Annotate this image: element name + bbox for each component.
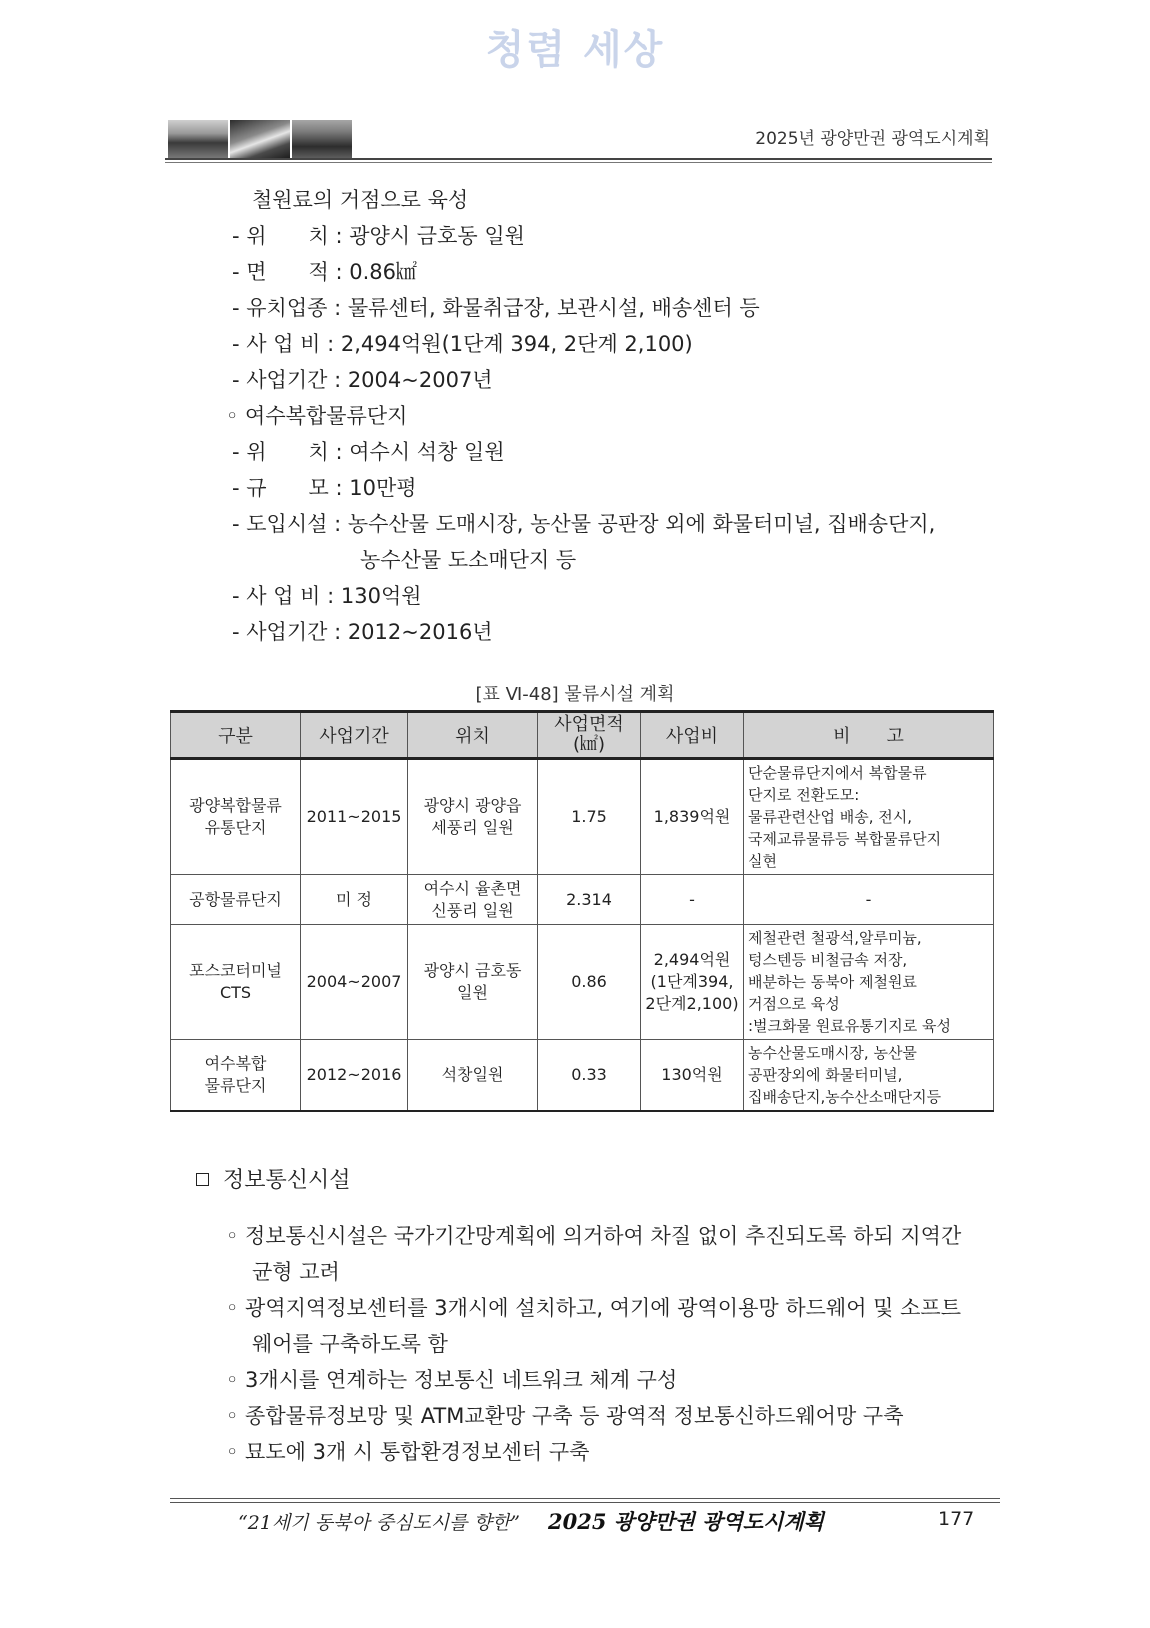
header-images	[168, 120, 352, 158]
table-cell: 1.75	[538, 759, 641, 875]
table-cell: 2011~2015	[301, 759, 408, 875]
header-photo-2	[230, 120, 290, 158]
watermark	[0, 18, 1150, 75]
table-row	[171, 875, 994, 925]
text-line: - 사 업 비 : 130억원	[232, 584, 422, 608]
table-cell: 광양시 금호동 일원	[408, 925, 538, 1040]
bullet-line: 균형 고려	[252, 1260, 340, 1284]
watermark-text: 청렴 세상	[485, 26, 665, 73]
table-row	[171, 759, 994, 875]
column-header: 위치	[408, 712, 538, 759]
text-line: - 면 적 : 0.86㎢	[232, 260, 418, 284]
table-cell: 석창일원	[408, 1040, 538, 1112]
table-cell: 미 정	[301, 875, 408, 925]
table-row	[171, 925, 994, 1040]
table-row	[171, 1040, 994, 1112]
column-header: 구분	[171, 712, 301, 759]
column-header: 사업면적 (㎢)	[538, 712, 641, 759]
text-line: - 도입시설 : 농수산물 도매시장, 농산물 공판장 외에 화물터미널, 집배송단지,	[232, 512, 936, 536]
bullet-line: ◦ 3개시를 연계하는 정보통신 네트워크 체계 구성	[226, 1368, 678, 1392]
table-cell: 농수산물도매시장, 농산물 공판장외에 화물터미널, 집배송단지,농수산소매단지등	[744, 1040, 994, 1112]
table-cell: 2.314	[538, 875, 641, 925]
header-photo-1	[168, 120, 228, 158]
table-cell: 공항물류단지	[171, 875, 301, 925]
column-header: 비 고	[744, 712, 994, 759]
text-line: - 위 치 : 여수시 석창 일원	[232, 440, 505, 464]
table-cell: 0.33	[538, 1040, 641, 1112]
section-title: 정보통신시설	[223, 1168, 351, 1193]
text-line: - 사 업 비 : 2,494억원(1단계 394, 2단계 2,100)	[232, 332, 693, 356]
table-header-row	[171, 712, 994, 759]
table-cell: 130억원	[641, 1040, 744, 1112]
table-cell: -	[744, 875, 994, 925]
table-cell: 2004~2007	[301, 925, 408, 1040]
text-line: - 규 모 : 10만평	[232, 476, 417, 500]
bullet-line: ◦ 묘도에 3개 시 통합환경정보센터 구축	[226, 1440, 590, 1464]
section-heading	[196, 1163, 351, 1194]
table-caption: [표 Ⅵ-48] 물류시설 계획	[475, 684, 675, 705]
text-line: ◦ 여수복합물류단지	[226, 404, 408, 428]
table-cell: 여수시 율촌면 신풍리 일원	[408, 875, 538, 925]
bullet-line: 웨어를 구축하도록 함	[252, 1332, 448, 1356]
table-cell: 단순물류단지에서 복합물류 단지로 전환도모: 물류관련산업 배송, 전시, 국제교류물류등 복합물류단지 실현	[744, 759, 994, 875]
text-line: 철원료의 거점으로 육성	[252, 188, 469, 212]
table-cell: 포스코터미널 CTS	[171, 925, 301, 1040]
text-line: 농수산물 도소매단지 등	[360, 548, 577, 572]
header-rule-thin	[165, 162, 992, 163]
footer-quote: “21세기 동북아 중심도시를 향한”	[238, 1512, 520, 1534]
footer-title: 2025 광양만권 광역도시계획	[548, 1509, 824, 1534]
bullet-line: ◦ 종합물류정보망 및 ATM교환망 구축 등 광역적 정보통신하드웨어망 구축	[226, 1404, 904, 1428]
page-number: 177	[938, 1508, 975, 1530]
logistics-table	[170, 710, 994, 1112]
bullet-line: ◦ 정보통신시설은 국가기간망계획에 의거하여 차질 없이 추진되도록 하되 지역간	[226, 1224, 962, 1248]
table-cell: 2,494억원 (1단계394, 2단계2,100)	[641, 925, 744, 1040]
header-rule	[165, 158, 992, 160]
footer-rule-thin	[170, 1502, 1000, 1503]
table-cell: 여수복합 물류단지	[171, 1040, 301, 1112]
table-cell: 0.86	[538, 925, 641, 1040]
table-cell: 광양시 광양읍 세풍리 일원	[408, 759, 538, 875]
table-cell: 1,839억원	[641, 759, 744, 875]
text-line: - 유치업종 : 물류센터, 화물취급장, 보관시설, 배송센터 등	[232, 296, 760, 320]
column-header: 사업기간	[301, 712, 408, 759]
table-cell: 광양복합물류 유통단지	[171, 759, 301, 875]
column-header: 사업비	[641, 712, 744, 759]
footer-rule	[170, 1498, 1000, 1499]
text-line: - 사업기간 : 2004~2007년	[232, 368, 493, 392]
text-line: - 사업기간 : 2012~2016년	[232, 620, 493, 644]
table-cell: -	[641, 875, 744, 925]
bullet-line: ◦ 광역지역정보센터를 3개시에 설치하고, 여기에 광역이용망 하드웨어 및 소프트	[226, 1296, 961, 1320]
table-cell: 2012~2016	[301, 1040, 408, 1112]
header-photo-3	[292, 120, 352, 158]
header-title: 2025년 광양만권 광역도시계획	[755, 129, 990, 149]
checkbox-square-icon	[196, 1173, 209, 1186]
table-cell: 제철관련 철광석,알루미늄, 텅스텐등 비철금속 저장, 배분하는 동북아 제철원료 거점으로 육성 :벌크화물 원료유통기지로 육성	[744, 925, 994, 1040]
text-line: - 위 치 : 광양시 금호동 일원	[232, 224, 525, 248]
